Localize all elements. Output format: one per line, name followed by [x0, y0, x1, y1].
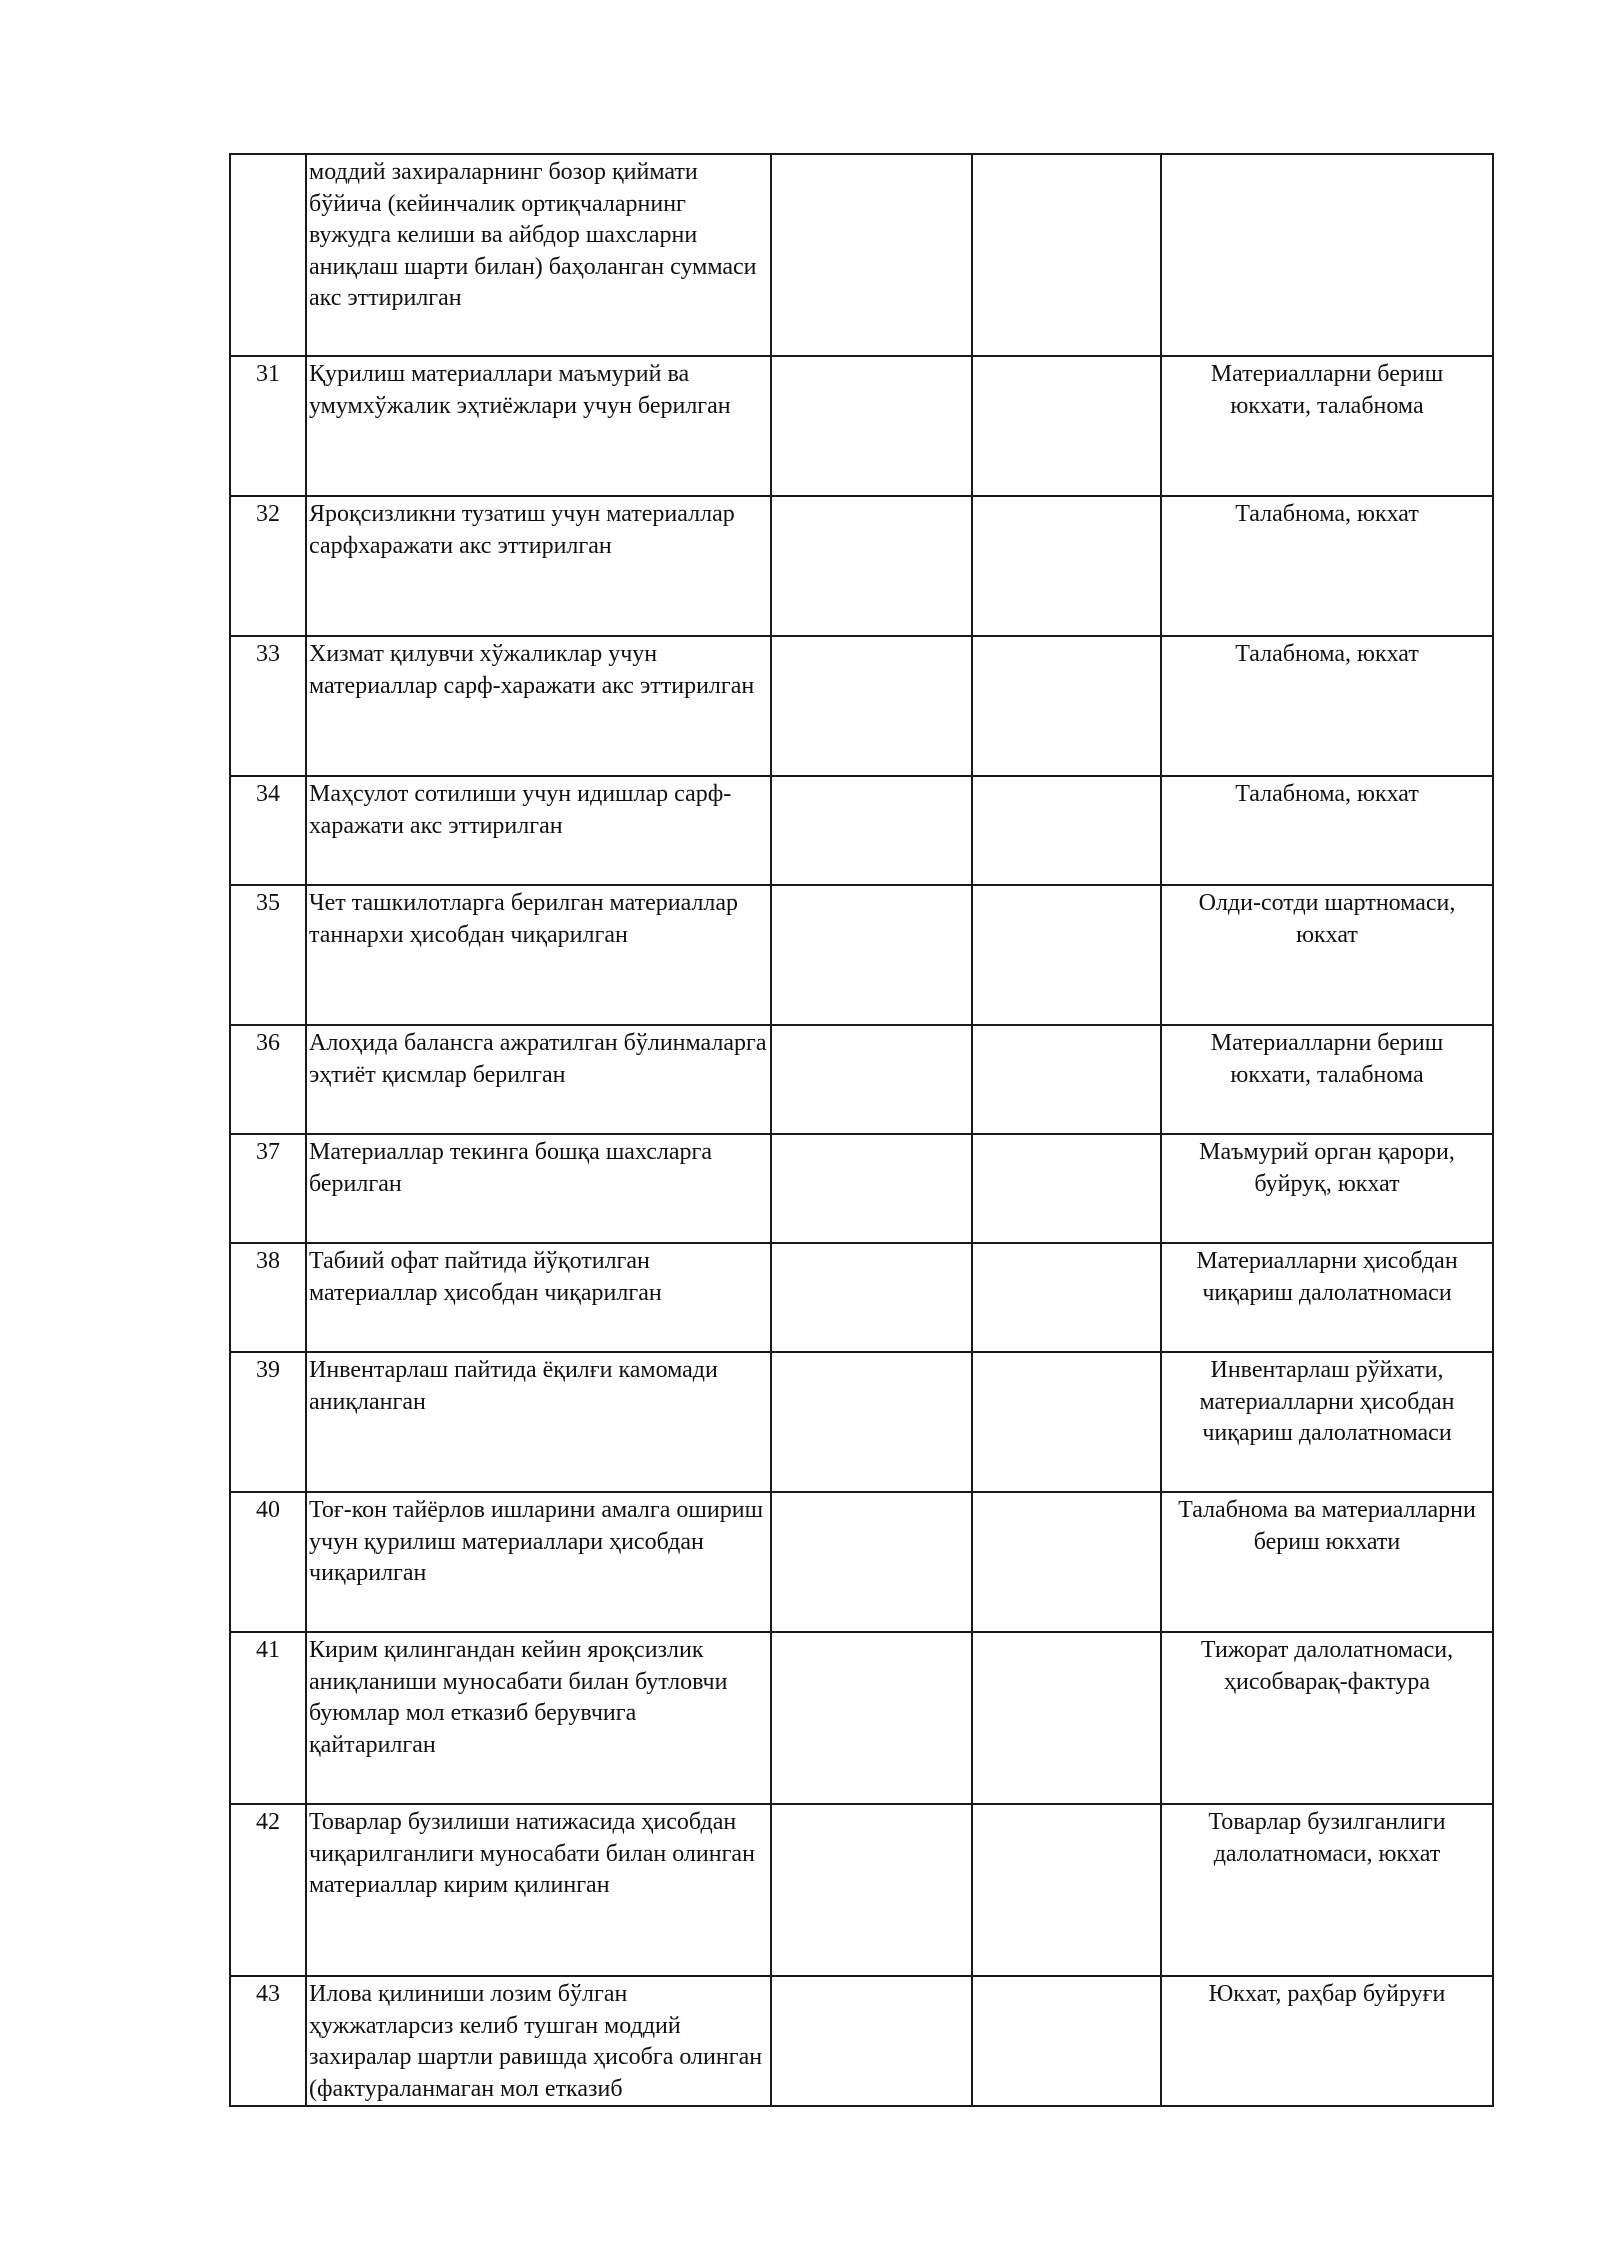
credit-account-cell: [972, 636, 1161, 776]
row-number-cell: 33: [230, 636, 306, 776]
table-row: [230, 356, 1493, 496]
source-document-cell: Талабнома, юкхат: [1161, 496, 1493, 636]
source-document-cell: Материалларни ҳисобдан чиқариш далолатномаси: [1161, 1243, 1493, 1352]
debit-account-cell: [771, 356, 972, 496]
table-row: [230, 1492, 1493, 1632]
operation-description-cell: Алоҳида балансга ажратилган бўлинмаларга эҳтиёт қисмлар берилган: [306, 1025, 771, 1134]
debit-account-cell: [771, 496, 972, 636]
operation-description-cell: Маҳсулот сотилиши учун идишлар сарф-харажати акс эттирилган: [306, 776, 771, 885]
credit-account-cell: [972, 1804, 1161, 1976]
debit-account-cell: [771, 154, 972, 356]
source-document-cell: Олди-сотди шартномаси, юкхат: [1161, 885, 1493, 1025]
table-row: [230, 1025, 1493, 1134]
debit-account-cell: [771, 885, 972, 1025]
operation-description-cell: Кирим қилингандан кейин яроқсизлик аниқланиши муносабати билан бутловчи буюмлар мол етказиб берувчига қайтарилган: [306, 1632, 771, 1804]
source-document-cell: Товарлар бузилганлиги далолатномаси, юкхат: [1161, 1804, 1493, 1976]
credit-account-cell: [972, 496, 1161, 636]
operation-description-cell: Тоғ-кон тайёрлов ишларини амалга ошириш учун қурилиш материаллари ҳисобдан чиқарилган: [306, 1492, 771, 1632]
row-number-cell: 32: [230, 496, 306, 636]
operation-description-cell: Табиий офат пайтида йўқотилган материаллар ҳисобдан чиқарилган: [306, 1243, 771, 1352]
row-number-cell: 42: [230, 1804, 306, 1976]
row-number-cell: 41: [230, 1632, 306, 1804]
debit-account-cell: [771, 1243, 972, 1352]
row-number-cell: 34: [230, 776, 306, 885]
operation-description-cell: Хизмат қилувчи хўжаликлар учун материаллар сарф-харажати акс эттирилган: [306, 636, 771, 776]
table-row: [230, 885, 1493, 1025]
debit-account-cell: [771, 1632, 972, 1804]
row-number-cell: 39: [230, 1352, 306, 1492]
credit-account-cell: [972, 356, 1161, 496]
row-number-cell: 37: [230, 1134, 306, 1243]
debit-account-cell: [771, 636, 972, 776]
operation-description-cell: Материаллар текинга бошқа шахсларга берилган: [306, 1134, 771, 1243]
source-document-cell: [1161, 154, 1493, 356]
table-row: [230, 1976, 1493, 2106]
table-row: [230, 154, 1493, 356]
table-row: [230, 1804, 1493, 1976]
source-document-cell: Талабнома, юкхат: [1161, 636, 1493, 776]
row-number-cell: 35: [230, 885, 306, 1025]
credit-account-cell: [972, 1134, 1161, 1243]
table-row: [230, 1243, 1493, 1352]
table-row: [230, 776, 1493, 885]
debit-account-cell: [771, 1025, 972, 1134]
credit-account-cell: [972, 154, 1161, 356]
debit-account-cell: [771, 1492, 972, 1632]
row-number-cell: 36: [230, 1025, 306, 1134]
debit-account-cell: [771, 1352, 972, 1492]
debit-account-cell: [771, 1134, 972, 1243]
accounting-entries-table: [229, 153, 1494, 2107]
credit-account-cell: [972, 1632, 1161, 1804]
row-number-cell: 40: [230, 1492, 306, 1632]
credit-account-cell: [972, 1243, 1161, 1352]
row-number-cell: 31: [230, 356, 306, 496]
source-document-cell: Юкхат, раҳбар буйруғи: [1161, 1976, 1493, 2106]
credit-account-cell: [972, 776, 1161, 885]
source-document-cell: Маъмурий орган қарори, буйруқ, юкхат: [1161, 1134, 1493, 1243]
operation-description-cell: Инвентарлаш пайтида ёқилғи камомади аниқланган: [306, 1352, 771, 1492]
source-document-cell: Талабнома, юкхат: [1161, 776, 1493, 885]
credit-account-cell: [972, 885, 1161, 1025]
row-number-cell: [230, 154, 306, 356]
source-document-cell: Инвентарлаш рўйхати, материалларни ҳисобдан чиқариш далолатномаси: [1161, 1352, 1493, 1492]
source-document-cell: Материалларни бериш юкхати, талабнома: [1161, 1025, 1493, 1134]
row-number-cell: 38: [230, 1243, 306, 1352]
operation-description-cell: Чет ташкилотларга берилган материаллар таннархи ҳисобдан чиқарилган: [306, 885, 771, 1025]
table-row: [230, 636, 1493, 776]
operation-description-cell: моддий захираларнинг бозор қиймати бўйича (кейинчалик ортиқчаларнинг вужудга келиши ва айбдор шахсларни аниқлаш шарти билан) баҳоланган суммаси акс эттирилган: [306, 154, 771, 356]
debit-account-cell: [771, 776, 972, 885]
table-row: [230, 1352, 1493, 1492]
table-row: [230, 1632, 1493, 1804]
operation-description-cell: Товарлар бузилиши натижасида ҳисобдан чиқарилганлиги муносабати билан олинган материаллар кирим қилинган: [306, 1804, 771, 1976]
credit-account-cell: [972, 1976, 1161, 2106]
table-row: [230, 1134, 1493, 1243]
source-document-cell: Тижорат далолатномаси, ҳисобварақ-фактура: [1161, 1632, 1493, 1804]
source-document-cell: Материалларни бериш юкхати, талабнома: [1161, 356, 1493, 496]
operation-description-cell: Илова қилиниши лозим бўлган ҳужжатларсиз келиб тушган моддий захиралар шартли равишда ҳисобга олинган (фактураланмаган мол етказиб: [306, 1976, 771, 2106]
credit-account-cell: [972, 1025, 1161, 1134]
operation-description-cell: Яроқсизликни тузатиш учун материаллар сарфхаражати акс эттирилган: [306, 496, 771, 636]
source-document-cell: Талабнома ва материалларни бериш юкхати: [1161, 1492, 1493, 1632]
table-row: [230, 496, 1493, 636]
operation-description-cell: Қурилиш материаллари маъмурий ва умумхўжалик эҳтиёжлари учун берилган: [306, 356, 771, 496]
credit-account-cell: [972, 1492, 1161, 1632]
credit-account-cell: [972, 1352, 1161, 1492]
debit-account-cell: [771, 1976, 972, 2106]
row-number-cell: 43: [230, 1976, 306, 2106]
debit-account-cell: [771, 1804, 972, 1976]
